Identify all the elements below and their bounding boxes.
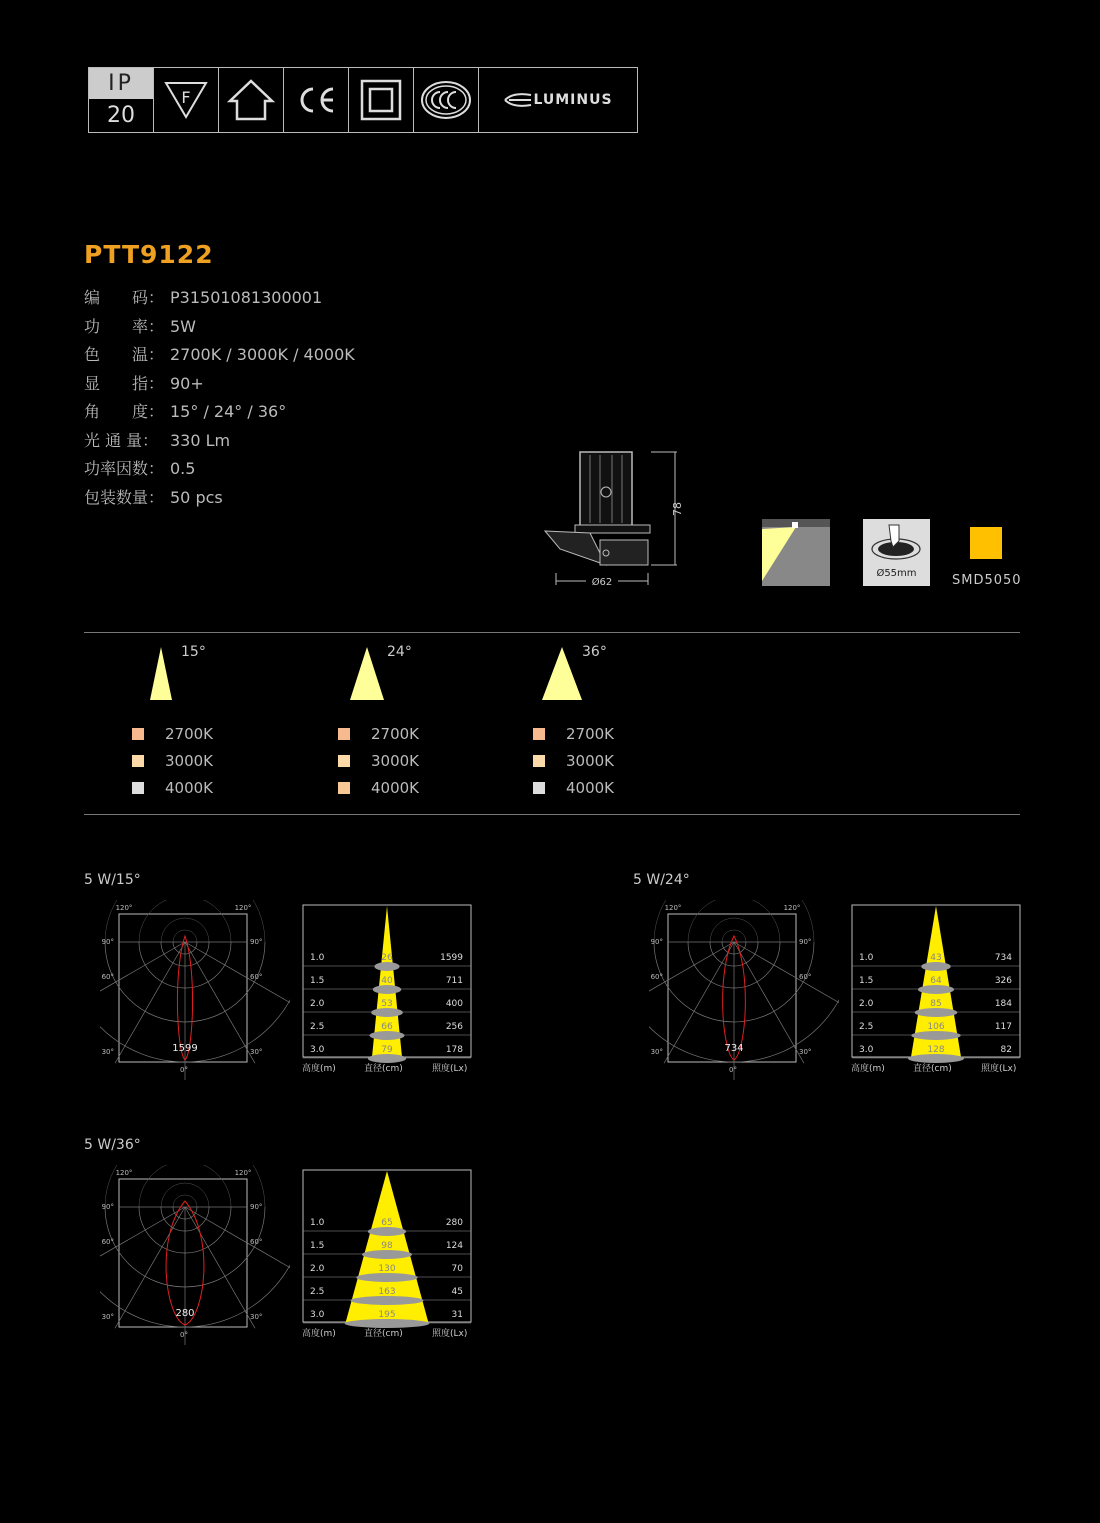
polar-angle-label: 90°	[250, 1203, 263, 1211]
polar-angle-label: 90°	[650, 938, 663, 946]
spec-label: 功 率：	[84, 316, 165, 336]
spec-label: 功率因数：	[84, 459, 165, 478]
table-diameter: 66	[381, 1022, 393, 1032]
photometric-title: 5 W/24°	[633, 872, 690, 888]
table-diameter: 79	[381, 1045, 393, 1055]
ce-mark-icon	[284, 68, 349, 132]
table-height: 1.5	[310, 1241, 325, 1251]
table-lux: 178	[445, 1045, 463, 1055]
spec-value: 90+	[170, 373, 204, 393]
beam-spot	[373, 985, 402, 994]
table-lux: 400	[445, 999, 463, 1009]
table-diameter: 40	[381, 976, 393, 986]
beam-spot	[911, 1031, 960, 1040]
color-temp-swatch	[533, 755, 545, 767]
table-height: 3.0	[310, 1045, 325, 1055]
table-height: 2.5	[859, 1022, 874, 1032]
beam-spot	[918, 985, 954, 994]
photometric-title: 5 W/36°	[84, 1137, 141, 1153]
photometric-title: 5 W/15°	[84, 872, 141, 888]
cutout-size: Ø55mm	[876, 568, 917, 579]
height-dimension: 78	[671, 502, 684, 516]
table-diameter: 106	[927, 1022, 945, 1032]
peak-intensity: 734	[724, 1043, 744, 1054]
spec-value: P31501081300001	[170, 288, 323, 307]
polar-angle-label: 120°	[664, 904, 682, 912]
color-temp-label: 2700K	[165, 725, 214, 743]
table-footer-label: 高度(m)	[302, 1064, 336, 1074]
beam-spot	[350, 1296, 423, 1305]
polar-angle-label: 0°	[180, 1066, 188, 1074]
color-temp-label: 4000K	[165, 779, 214, 797]
spec-row	[84, 485, 223, 508]
spec-label: 色 温：	[84, 345, 165, 364]
spec-value: 0.5	[170, 459, 196, 478]
table-diameter: 85	[930, 999, 942, 1009]
polar-diagram	[649, 900, 839, 1080]
ip-rating-badge	[89, 68, 154, 132]
spec-label: 光 通 量：	[84, 430, 159, 450]
color-temp-swatch	[338, 755, 350, 767]
table-footer-label: 直径(cm)	[364, 1329, 403, 1339]
table-diameter: 43	[930, 953, 942, 963]
table-diameter: 26	[381, 953, 393, 963]
table-lux: 124	[445, 1241, 463, 1251]
ip-label: IP	[89, 68, 153, 99]
spec-value: 330 Lm	[170, 430, 231, 450]
luminus-text: LUMINUS	[533, 92, 613, 108]
table-footer-label: 照度(Lx)	[432, 1064, 468, 1074]
product-dimension-drawing	[540, 445, 690, 590]
color-temp-swatch	[132, 782, 144, 794]
spec-value: 2700K / 3000K / 4000K	[170, 345, 355, 364]
table-lux: 1599	[440, 953, 463, 963]
table-footer-label: 照度(Lx)	[432, 1329, 468, 1339]
polar-angle-label: 120°	[115, 904, 133, 912]
color-temp-label: 2700K	[566, 725, 615, 743]
beam-angle-label: 15°	[181, 644, 206, 660]
table-height: 1.5	[310, 976, 325, 986]
spec-value: 15° / 24° / 36°	[170, 402, 287, 421]
color-temp-label: 4000K	[566, 779, 615, 797]
table-diameter: 130	[378, 1264, 396, 1274]
polar-angle-label: 120°	[234, 1169, 252, 1177]
table-height: 1.0	[859, 953, 874, 963]
polar-angle-label: 30°	[250, 1313, 263, 1321]
polar-angle-label: 60°	[799, 973, 812, 981]
beam-cone-icon	[342, 645, 392, 701]
polar-angle-label: 90°	[101, 938, 114, 946]
table-lux: 70	[451, 1264, 463, 1274]
table-footer-label: 高度(m)	[302, 1329, 336, 1339]
polar-angle-label: 0°	[180, 1331, 188, 1339]
color-temp-swatch	[533, 782, 545, 794]
beam-spot	[371, 1008, 403, 1017]
spec-value: 50 pcs	[170, 487, 223, 507]
spec-row	[84, 342, 355, 365]
peak-intensity: 280	[175, 1308, 195, 1319]
cutout-icon	[863, 519, 930, 586]
table-footer-label: 直径(cm)	[364, 1064, 403, 1074]
polar-angle-label: 60°	[250, 1238, 263, 1246]
table-height: 3.0	[859, 1045, 874, 1055]
table-height: 2.0	[310, 1264, 325, 1274]
table-height: 1.0	[310, 953, 325, 963]
indoor-use-icon	[219, 68, 284, 132]
table-lux: 117	[994, 1022, 1012, 1032]
f-mark-text: F	[181, 88, 191, 107]
beam-angle-label: 24°	[387, 644, 412, 660]
spec-label: 角 度：	[84, 402, 165, 421]
polar-angle-label: 90°	[101, 1203, 114, 1211]
table-diameter: 163	[378, 1287, 396, 1297]
luminus-logo	[479, 68, 637, 132]
table-footer-label: 高度(m)	[851, 1064, 885, 1074]
table-height: 2.0	[310, 999, 325, 1009]
spec-label: 显 指：	[84, 373, 165, 393]
polar-angle-label: 30°	[101, 1313, 114, 1321]
color-temp-label: 4000K	[371, 779, 420, 797]
polar-diagram	[100, 900, 290, 1080]
table-lux: 711	[445, 976, 463, 986]
ccc-mark-icon	[414, 68, 479, 132]
product-model: PTT9122	[84, 240, 214, 269]
table-height: 1.0	[310, 1218, 325, 1228]
table-lux: 734	[994, 953, 1012, 963]
ip-value: 20	[89, 99, 153, 132]
table-lux: 82	[1000, 1045, 1012, 1055]
color-temp-swatch	[533, 728, 545, 740]
polar-angle-label: 60°	[101, 973, 114, 981]
f-mark-icon	[154, 68, 219, 132]
spec-row	[84, 285, 322, 308]
cutout-saw-icon	[863, 519, 930, 569]
led-chip-icon	[970, 527, 1002, 559]
table-lux: 45	[451, 1287, 463, 1297]
color-temp-swatch	[132, 755, 144, 767]
table-diameter: 128	[927, 1045, 945, 1055]
beam-spot	[915, 1008, 958, 1017]
spec-row	[84, 456, 195, 479]
color-temp-label: 3000K	[371, 752, 420, 770]
spec-row	[84, 399, 286, 422]
table-diameter: 53	[381, 999, 393, 1009]
table-lux: 256	[445, 1022, 463, 1032]
polar-angle-label: 120°	[115, 1169, 133, 1177]
table-height: 2.0	[859, 999, 874, 1009]
polar-angle-label: 60°	[250, 973, 263, 981]
table-lux: 326	[994, 976, 1012, 986]
table-diameter: 98	[381, 1241, 393, 1251]
color-temp-label: 3000K	[165, 752, 214, 770]
polar-angle-label: 60°	[650, 973, 663, 981]
beam-spot	[356, 1273, 418, 1282]
color-temp-label: 2700K	[371, 725, 420, 743]
table-height: 1.5	[859, 976, 874, 986]
luminus-swoosh-icon	[503, 90, 533, 110]
divider-top	[84, 632, 1020, 633]
spec-value: 5W	[170, 316, 196, 336]
polar-angle-label: 120°	[234, 904, 252, 912]
beam-spot	[368, 1227, 406, 1236]
table-height: 3.0	[310, 1310, 325, 1320]
beam-spot	[921, 962, 951, 971]
spec-label: 编 码：	[84, 288, 165, 307]
polar-angle-label: 30°	[650, 1048, 663, 1056]
polar-angle-label: 90°	[799, 938, 812, 946]
beam-cone-icon	[136, 645, 186, 701]
spec-label: 包装数量：	[84, 487, 165, 507]
spec-row	[84, 371, 204, 394]
color-temp-swatch	[338, 782, 350, 794]
table-diameter: 195	[378, 1310, 396, 1320]
adjustable-angle-icon	[762, 519, 830, 586]
beam-spot	[369, 1031, 404, 1040]
beam-spot	[374, 962, 399, 971]
polar-angle-label: 30°	[250, 1048, 263, 1056]
table-footer-label: 照度(Lx)	[981, 1064, 1017, 1074]
class-ii-icon	[349, 68, 414, 132]
table-lux: 184	[994, 999, 1012, 1009]
table-diameter: 65	[381, 1218, 393, 1228]
polar-angle-label: 0°	[729, 1066, 737, 1074]
polar-angle-label: 30°	[799, 1048, 812, 1056]
polar-angle-label: 120°	[783, 904, 801, 912]
polar-angle-label: 90°	[250, 938, 263, 946]
table-height: 2.5	[310, 1287, 325, 1297]
table-footer-label: 直径(cm)	[913, 1064, 952, 1074]
polar-angle-label: 30°	[101, 1048, 114, 1056]
polar-diagram	[100, 1165, 290, 1345]
peak-intensity: 1599	[172, 1043, 198, 1054]
beam-angle-label: 36°	[582, 644, 607, 660]
spec-row	[84, 428, 230, 451]
table-height: 2.5	[310, 1022, 325, 1032]
polar-angle-label: 60°	[101, 1238, 114, 1246]
beam-spot	[362, 1250, 412, 1259]
table-diameter: 64	[930, 976, 942, 986]
divider-bottom	[84, 814, 1020, 815]
led-type: SMD5050	[952, 573, 1022, 588]
certification-bar	[88, 67, 638, 133]
spec-row	[84, 314, 196, 337]
table-lux: 31	[451, 1310, 463, 1320]
beam-cone-icon	[537, 645, 587, 701]
color-temp-swatch	[132, 728, 144, 740]
diameter-dimension: Ø62	[591, 577, 613, 588]
color-temp-swatch	[338, 728, 350, 740]
color-temp-label: 3000K	[566, 752, 615, 770]
table-lux: 280	[445, 1218, 463, 1228]
